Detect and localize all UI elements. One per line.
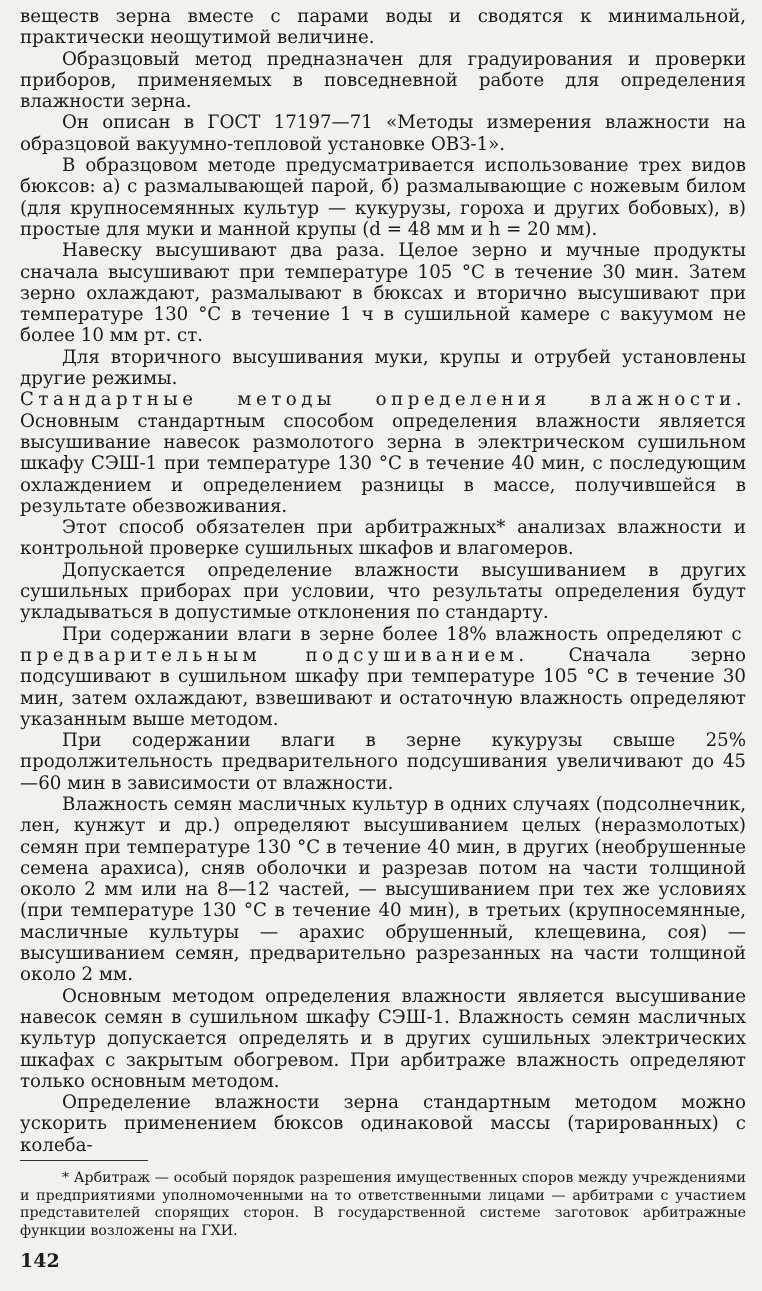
paragraph: В образцовом методе предусматривается использование трех видов бюксов: а) с размалывающей парой, б) размалывающие с ножевым билом (для крупносемянных культур — кукурузы, гороха и других бобовых), в) простые для муки и манной крупы (d = 48 мм и h = 20 мм). — [20, 155, 746, 240]
page-number: 142 — [20, 1250, 60, 1272]
paragraph: Навеску высушивают два раза. Целое зерно и мучные продукты сначала высушивают при температуре 105 °С в течение 30 мин. Затем зерно охлаждают, размалывают в бюксах и вторично высушивают при температуре 130 °С в течение 1 ч в сушильной камере с вакуумом не более 10 мм рт. ст. — [20, 240, 746, 347]
paragraph: Этот способ обязателен при арбитражных* анализах влажности и контрольной проверке сушильных шкафов и влагомеров. — [20, 517, 746, 560]
section-heading: Стандартные методы определения влажности. — [20, 389, 746, 411]
paragraph: Допускается определение влажности высушиванием в других сушильных приборах при условии, что результаты определения будут укладываться в допустимые отклонения по стандарту. — [20, 559, 746, 624]
paragraph — [20, 624, 746, 730]
page-body — [20, 6, 746, 1156]
paragraph: Влажность семян масличных культур в одних случаях (подсолнечник, лен, кунжут и др.) определяют высушиванием целых (неразмолотых) семян при температуре 130 °С в течение 40 мин, в других (необрушенные семена арахиса), сняв оболочки и разрезав потом на части толщиной около 2 мм или на 8—12 частей, — высушиванием при тех же условиях (при температуре 130 °С в течение 40 мин), в третьих (крупносемянные, масличные культуры — арахис обрушенный, клещевина, соя) — высушиванием семян, предварительно разрезанных на части толщиной около 2 мм. — [20, 793, 746, 986]
paragraph: Для вторичного высушивания муки, крупы и отрубей установлены другие режимы. — [20, 346, 746, 390]
paragraph: Основным методом определения влажности является высушивание навесок семян в сушильном шкафу СЭШ-1. Влажность семян масличных культур допускается определять и в других сушильных электрических шкафах с закрытым обогревом. При арбитраже влажность определяют только основным методом. — [20, 985, 746, 1092]
paragraph-text: Основным стандартным способом определения влажности является высушивание навесок размолотого зерна в электрическом сушильном шкафу СЭШ-1 при температуре 130 °С в течение 40 мин, с последующим охлаждением и определением разницы в массе, получившейся в результате обезвоживания. — [20, 410, 746, 517]
footnote-text: * Арбитраж — особый порядок разрешения имущественных споров между учреждениями и предприятиями уполномоченными на то ответственными лицами — арбитрами с участием представителей спорящих сторон. В государственной системе заготовок арбитражные функции возложены на ГХИ. — [20, 1170, 746, 1239]
paragraph: Образцовый метод предназначен для градуирования и проверки приборов, применяемых в повседневной работе для определения влажности зерна. — [20, 48, 746, 113]
paragraph-text: При содержании влаги в зерне более 18% влажность определяют — [62, 623, 732, 645]
footnote-divider — [20, 1160, 148, 1161]
footnote — [20, 1170, 746, 1240]
paragraph: При содержании влаги в зерне кукурузы свыше 25% продолжительность предварительного подсушивания увеличивают до 45—60 мин в зависимости от влажности. — [20, 730, 746, 794]
paragraph-continued: веществ зерна вместе с парами воды и сводятся к минимальной, практически неощутимой величине. — [20, 6, 746, 49]
section-paragraph — [20, 389, 746, 517]
main-text — [20, 6, 746, 1156]
paragraph: Он описан в ГОСТ 17197—71 «Методы измерения влажности на образцовой вакуумно-тепловой установке ОВЗ-1». — [20, 112, 746, 155]
emphasis-text: с предварительным подсушиванием. — [20, 623, 746, 666]
paragraph: Определение влажности зерна стандартным методом можно ускорить применением бюксов одинаковой массы (тарированных) с колеба- — [20, 1092, 746, 1156]
paragraph-text: Сначала зерно подсушивают в сушильном шкафу при температуре 105 °С в течение 30 мин, затем охлаждают, взвешивают и остаточную влажность определяют указанным выше методом. — [20, 644, 746, 730]
